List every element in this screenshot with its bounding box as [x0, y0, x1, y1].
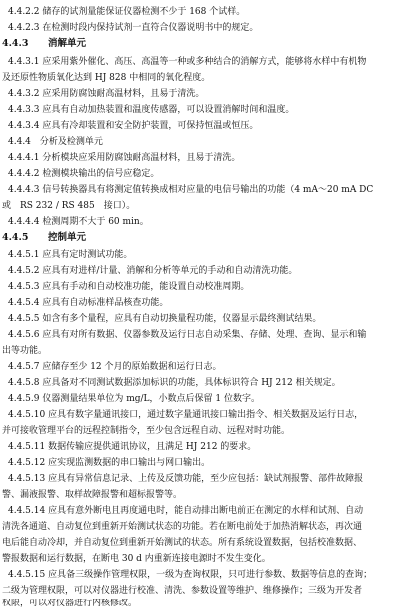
text-line: 权限，可以对仪器进行内核修改。	[2, 599, 138, 608]
text-line: 4.4.5.7 应储存至少 12 个月的原始数据和运行日志。	[8, 362, 222, 372]
section-title: 控制单元	[48, 232, 87, 243]
text-line: 出等功能。	[2, 346, 48, 356]
text-line: 电后能自动冷却，并自动复位到重新开始测试的状态。所有系统设置数据，包括校准数据、	[2, 538, 363, 548]
text-line: 警报数据和运行数据，在断电 30 d 内重新连接电源时不发生变化。	[2, 554, 271, 564]
section-number: 4.4.5	[2, 232, 29, 243]
text-line: 4.4.5.4 应具有自动标准样品核查功能。	[8, 298, 169, 308]
text-line: 清洗各通道、自动复位到重新开始测试状态的功能。若在断电前处于加热消解状态，再次通	[2, 522, 363, 532]
text-line: 并可接收管理平台的远程控制指令，至少包含远程自动、远程对时功能。	[2, 426, 291, 436]
text-line: 二级为管理权限，可以对仪器进行校准、清洗、参数设置等维护、维修操作；三级为开发者	[2, 586, 363, 596]
text-line: 4.4.3.3 应具有自动加热装置和温度传感器，可以设置消解时间和温度。	[8, 105, 295, 115]
text-line: 4.4.4.4 检测周期不大于 60 min。	[8, 217, 149, 227]
text-line: 4.4.5.10 应具有数字量通讯接口，通过数字量通讯接口输出指令、相关数据及运行日志，	[8, 410, 364, 420]
text-line: 4.4.4.3 信号转换器具有将测定值转换成相对应量的电信号输出的功能（4 mA～20 mA DC	[8, 185, 374, 195]
section-heading	[0, 230, 398, 246]
text-line: 4.4.5.8 应具备对不同测试数据添加标识的功能，具体标识符合 HJ 212 相关规定。	[8, 378, 341, 388]
text-line: 4.4.5.1 应具有定时测试功能。	[8, 250, 133, 260]
text-line: 4.4.3.4 应具有冷却装置和安全防护装置，可保持恒温或恒压。	[8, 121, 259, 131]
text-line: 4.4.5.15 应具备三级操作管理权限，一级为查询权限，只可进行参数、数据等信息的查询；	[8, 570, 373, 580]
text-line: 4.4.4.1 分析模块应采用防腐蚀耐高温材料，且易于清洗。	[8, 153, 241, 163]
text-line: 4.4.3.1 应采用紫外催化、高压、高温等一种或多种结合的消解方式，能够将水样中有机物	[8, 57, 367, 67]
section-number: 4.4.3	[2, 38, 29, 49]
text-line: 4.4.5.13 应具有异常信息记录、上传及反馈功能，至少应包括：缺试剂报警、部件故障报	[8, 474, 364, 484]
text-line: 4.4.4.2 检测模块输出的信号应稳定。	[8, 169, 160, 179]
text-line: 4.4.4 分析及检测单元	[8, 137, 103, 147]
text-line: 4.4.5.5 如含有多个量程，应具有自动切换量程功能，仪器显示最终测试结果。	[8, 314, 322, 324]
text-line: 4.4.3.2 应采用防腐蚀耐高温材料，且易于清洗。	[8, 89, 205, 99]
text-line: 及还原性物质氧化达到 HJ 828 中相同的氧化程度。	[2, 73, 211, 83]
text-line: 4.4.5.12 应实现监测数据的串口输出与网口输出。	[8, 458, 211, 468]
text-line: 4.4.2.3 在检测时段内保持试剂一直符合仪器说明书中的规定。	[8, 23, 259, 33]
section-heading	[0, 36, 398, 52]
text-line: 4.4.5.11 数据传输应提供通讯协议，且满足 HJ 212 的要求。	[8, 442, 257, 452]
text-line: 4.4.5.3 应具有手动和自动校准功能，能设置自动校准周期。	[8, 282, 250, 292]
text-line: 4.4.5.2 应具有对进样/计量、消解和分析等单元的手动和自动清洗功能。	[8, 266, 298, 276]
text-line: 4.4.2.2 储存的试剂量能保证仪器检测不少于 168 个试样。	[8, 7, 246, 17]
section-title: 消解单元	[48, 38, 87, 49]
text-line: 警、漏液报警、取样故障报警和超标报警等。	[2, 490, 183, 500]
text-line: 4.4.5.9 仪器测量结果单位为 mg/L，小数点后保留 1 位数字。	[8, 394, 260, 404]
text-line: 或 RS 232 / RS 485 接口）。	[2, 201, 136, 211]
text-line: 4.4.5.6 应具有对所有数据、仪器参数及运行日志自动采集、存储、处理、查询、显示和输	[8, 330, 367, 340]
text-line: 4.4.5.14 应具有意外断电且再度通电时，能自动排出断电前正在测定的水样和试剂、自动	[8, 506, 364, 516]
